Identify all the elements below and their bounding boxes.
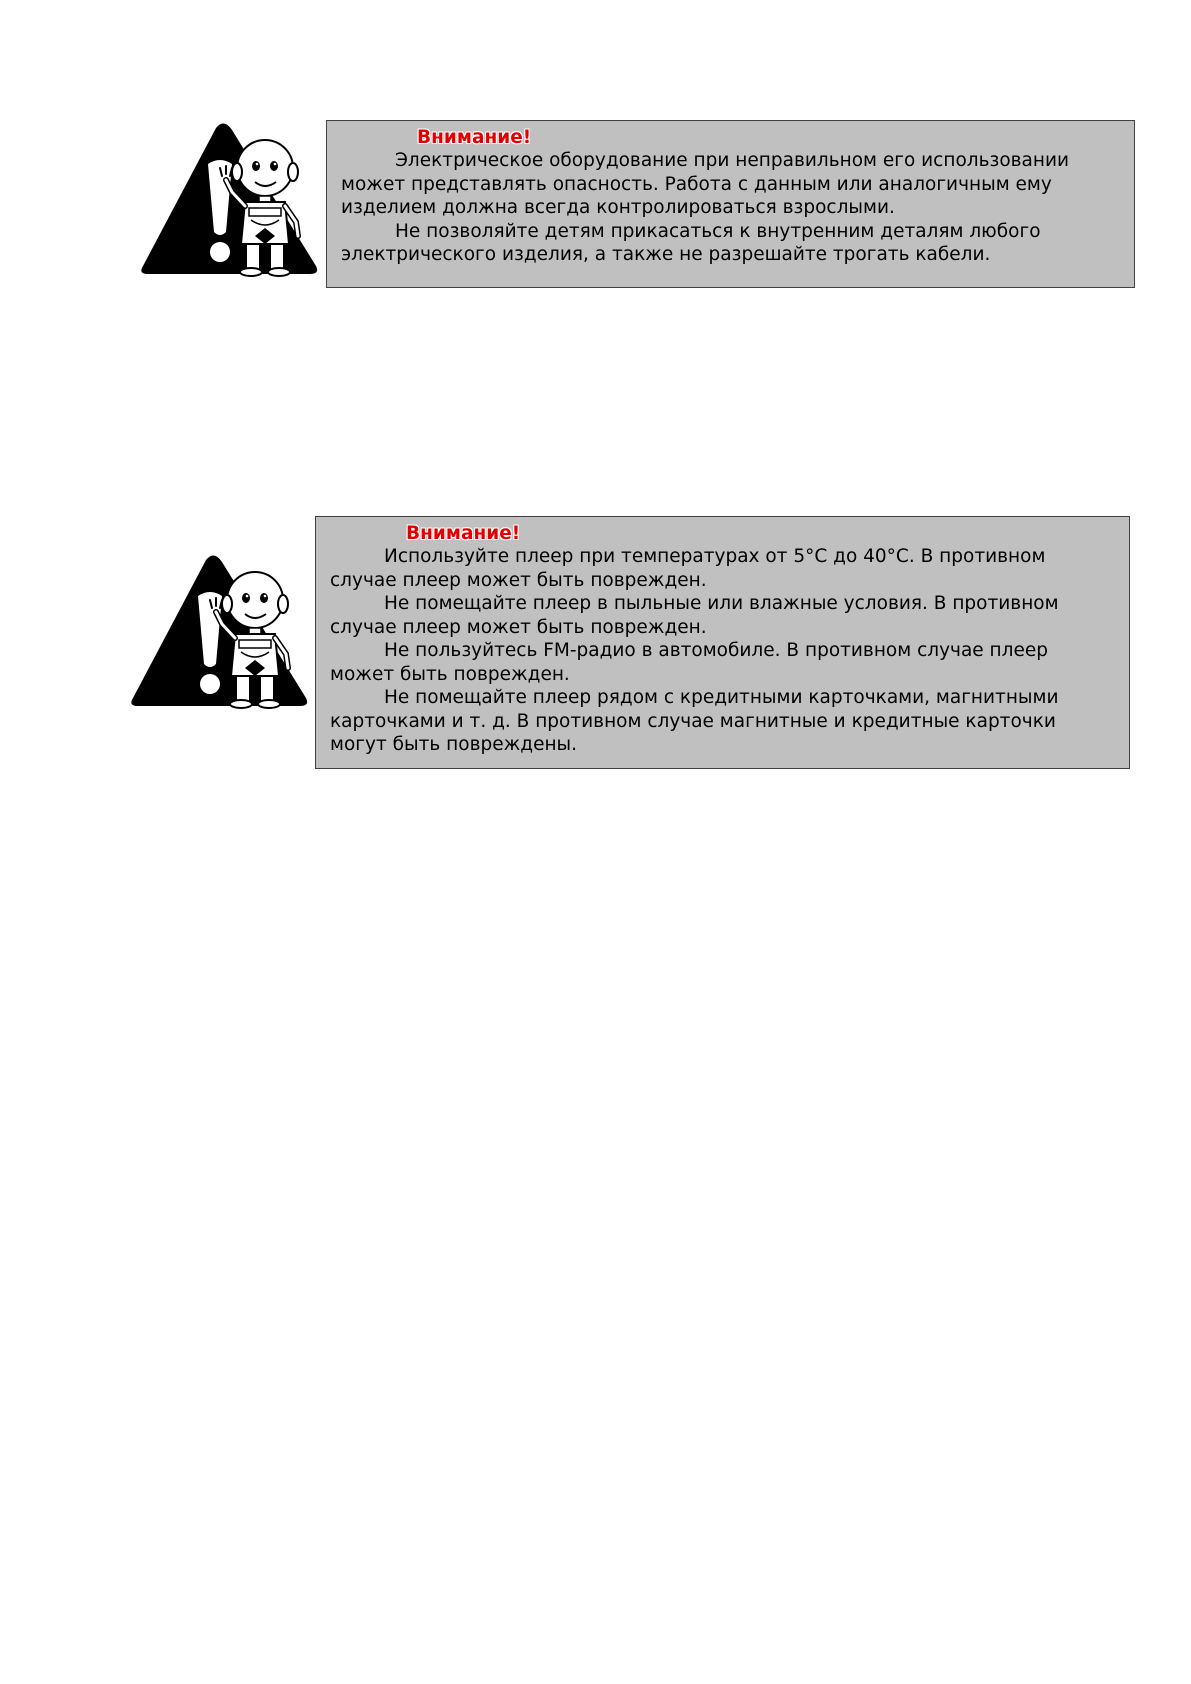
warning-paragraph: Не позволяйте детям прикасаться к внутренним деталям любого электрического изделия, а также не разрешайте трогать кабели.	[341, 220, 1041, 265]
warning-paragraph: Не помещайте плеер в пыльные или влажные условия. В противном случае плеер может быть поврежден.	[330, 593, 1059, 638]
warning-title: Внимание!	[406, 523, 521, 544]
warning-title: Внимание!	[417, 127, 532, 148]
warning-robot-icon	[128, 552, 313, 710]
warning-box	[326, 120, 1135, 288]
warning-robot-icon	[138, 120, 323, 278]
warning-paragraph: Не помещайте плеер рядом с кредитными карточками, магнитными карточками и т. д. В противном случае магнитные и кредитные карточки могут быть повреждены.	[330, 687, 1059, 755]
warning-paragraph: Электрическое оборудование при неправильном его использовании может представлять опасность. Работа с данным или аналогичным ему изделием должна всегда контролироваться взрослыми.	[341, 150, 1070, 218]
warning-box	[315, 516, 1130, 769]
warning-paragraph: Используйте плеер при температурах от 5°C до 40°C. В противном случае плеер может быть поврежден.	[330, 546, 1046, 591]
warning-paragraph: Не пользуйтесь FM-радио в автомобиле. В противном случае плеер может быть поврежден.	[330, 640, 1048, 685]
